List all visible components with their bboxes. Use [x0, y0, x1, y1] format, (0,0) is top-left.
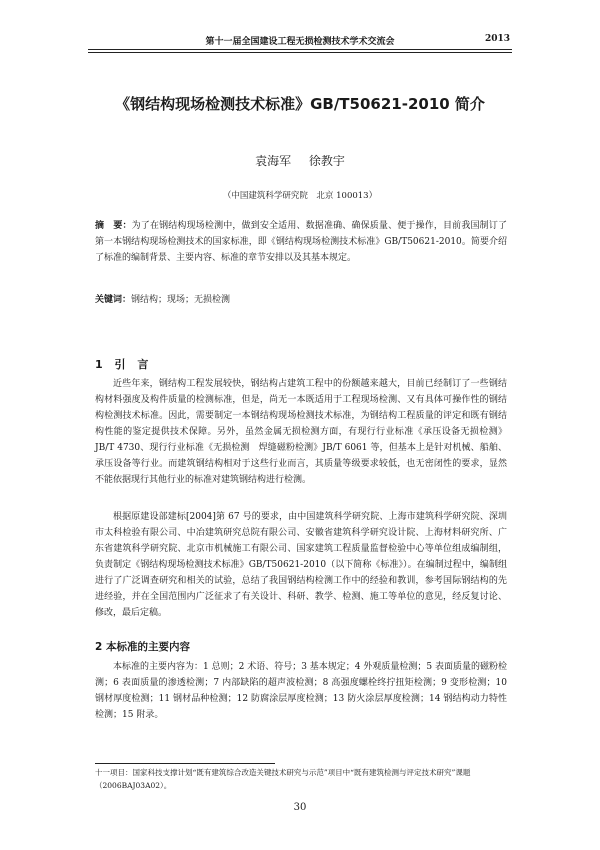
authors: 袁海军 徐教宇 [255, 154, 345, 168]
footnote: 十一项目：国家科技支撑计划“既有建筑综合改造关键技术研究与示范”项目中“既有建筑检测与评定技术研究”课题（2006BAJ03A02）。 [95, 768, 471, 790]
keywords-label: 关键词： [95, 295, 132, 305]
keywords-text: 钢结构；现场；无损检测 [131, 295, 231, 305]
affiliation: （中国建筑科学研究院 北京 100013） [222, 191, 378, 201]
footnote-rule [95, 763, 275, 764]
header-rule-thin [88, 52, 512, 53]
running-header [90, 34, 510, 47]
paper-title: 《钢结构现场检测技术标准》GB/T50621-2010 简介 [115, 95, 485, 113]
abstract-text: 为了在钢结构现场检测中，做到安全适用、数据准确、确保质量、便于操作，目前我国制订了第一本钢结构现场检测技术的国家标准，即《钢结构现场检测技术标准》GB/T50621-2010。简要介绍了标准的编制背景、主要内容、标准的章节安排以及其基本规定。 [95, 221, 507, 263]
page-number: 30 [293, 802, 307, 813]
header-year: 2013 [484, 34, 510, 44]
abstract [95, 218, 507, 266]
section-1-paragraph-1: 近些年来，钢结构工程发展较快，钢结构占建筑工程中的份额越来越大，目前已经制订了一些钢结构材料强度及构件质量的检测标准，但是，尚无一本既适用于工程现场检测、又有具体可操作性的钢结构检测技术标准。因此，需要制定一本钢结构现场检测技术标准，为钢结构工程质量的评定和既有钢结构性能的鉴定提供技术保障。另外，虽然金属无损检测方面，有现行行业标准《承压设备无损检测》JB/T 4730、现行行业标准《无损检测 焊缝磁粉检测》JB/T 6061 等，但基本上是针对机械、船舶、承压设备等行业。而建筑钢结构相对于这些行业而言，其质量等级要求较低，也无密闭性的要求，显然不能依据现行其他行业的标准对建筑钢结构进行检测。 [95, 379, 507, 485]
section-2-paragraph: 本标准的主要内容为：1 总则；2 术语、符号；3 基本规定；4 外观质量检测；5 表面质量的磁粉检测；6 表面质量的渗透检测；7 内部缺陷的超声波检测；8 高强度螺栓终拧扭矩检测；9 变形检测；10 钢材厚度检测；11 钢材品种检测；12 防腐涂层厚度检测；13 防火涂层厚度检测；14 钢结构动力特性检测；15 附录。 [95, 662, 507, 720]
section-1-heading: 1 引 言 [95, 358, 149, 371]
header-rule [88, 49, 512, 50]
keywords [95, 292, 507, 308]
abstract-label: 摘 要： [95, 221, 132, 231]
section-1-paragraph-2: 根据原建设部建标[2004]第 67 号的要求，由中国建筑科学研究院、上海市建筑科学研究院、深圳市太科检验有限公司、中冶建筑研究总院有限公司、安徽省建筑科学研究设计院、上海材料研究所、广东省建筑科学研究院、北京市机械施工有限公司、国家建筑工程质量监督检验中心等单位组成编制组，负责制定《钢结构现场检测技术标准》GB/T50621-2010（以下简称《标准》）。在编制过程中，编制组进行了广泛调查研究和相关的试验，总结了我国钢结构检测工作中的经验和教训，参考国际钢结构的先进经验，并在全国范围内广泛征求了有关设计、科研、教学、检测、施工等单位的意见，经反复讨论、修改，最后定稿。 [95, 512, 507, 618]
conference-name: 第十一届全国建设工程无损检测技术学术交流会 [205, 37, 395, 47]
section-2-heading: 2 本标准的主要内容 [95, 641, 190, 653]
